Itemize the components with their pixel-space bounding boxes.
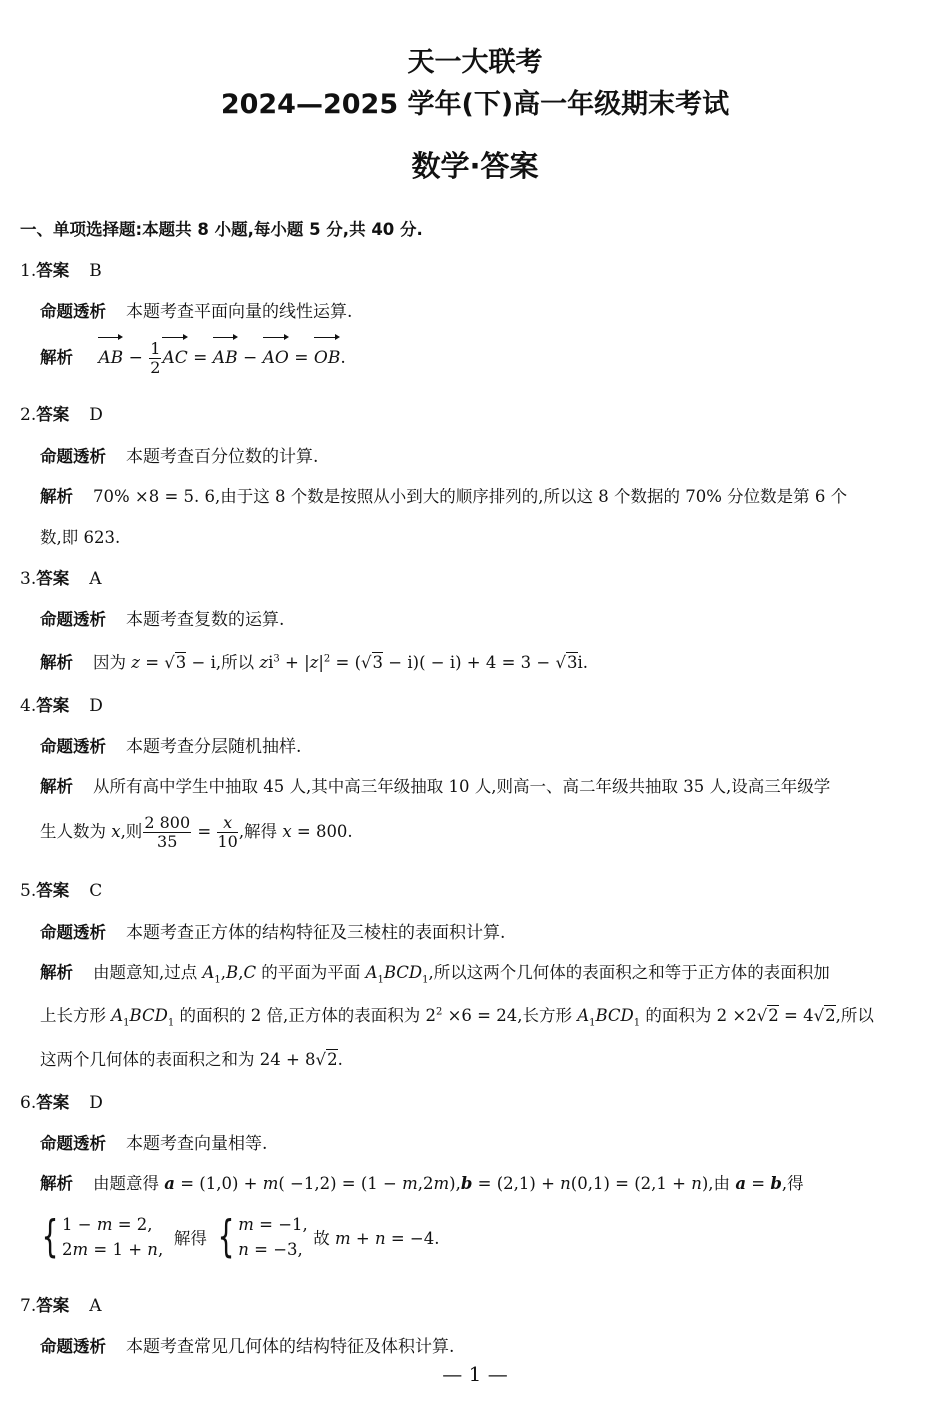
q3-answer-line: 3.答案 A [20, 569, 102, 589]
q4-answer-line: 4.答案 D [20, 696, 103, 716]
q7-answer-line: 7.答案 A [20, 1296, 102, 1316]
q5-analysis-cont1: 上长方形 $A_1BCD_1$ 的面积的 2 倍,正方体的表面积为 $2^2 \times 6 = 24$,长方形 $A_1BCD_1$ 的面积为 2 ×2√2 = 4√2,所以 [40, 1006, 874, 1029]
q4-answer: D [89, 696, 103, 716]
q2-answer-line: 2.答案 D [20, 405, 103, 425]
q6-answer: D [89, 1093, 103, 1113]
q7-focus: 命题透析 本题考查常见几何体的结构特征及体积计算. [40, 1337, 455, 1357]
q5-analysis-cont2: 这两个几何体的表面积之和为 24 + 8√2. [40, 1050, 343, 1069]
q7-answer: A [89, 1296, 102, 1316]
q2-analysis: 解析 70% ×8 = 5. 6,由于这 8 个数是按照从小到大的顺序排列的,所以这 8 个数据的 70% 分位数是第 6 个 [40, 487, 848, 506]
q5-focus: 命题透析 本题考查正方体的结构特征及三棱柱的表面积计算. [40, 923, 506, 943]
q6-focus: 命题透析 本题考查向量相等. [40, 1134, 268, 1154]
q2-answer: D [89, 405, 103, 425]
q5-answer-line: 5.答案 C [20, 881, 103, 901]
q2-analysis-cont: 数,即 623. [40, 528, 121, 547]
q6-answer-line: 6.答案 D [20, 1093, 103, 1113]
q3-answer: A [89, 569, 102, 589]
subject-title: 数学·答案 [411, 149, 539, 183]
q1-answer-line: 1.答案 B [20, 261, 102, 281]
q3-analysis: 解析 因为 z = √3 − i,所以 $zi^3 + |z|^2 = (√3 - i)( - i) + 4 = 3 - √3i$. [40, 653, 589, 672]
q4-analysis: 解析 从所有高中学生中抽取 45 人,其中高三年级抽取 10 人,则高一、高二年级共抽取 35 人,设高三年级学 [40, 777, 831, 796]
q6-analysis: 解析 由题意得 a = (1,0) + m( −1,2) = (1 − m,2m),b = (2,1) + n(0,1) = (2,1 + n),由 a = b,得 [40, 1174, 804, 1193]
section-heading: 一、单项选择题:本题共 8 小题,每小题 5 分,共 40 分. [20, 220, 423, 239]
q2-focus: 命题透析 本题考查百分位数的计算. [40, 447, 319, 467]
q5-answer: C [89, 881, 103, 901]
exam-name-title: 2024—2025 学年(下)高一年级期末考试 [220, 89, 730, 120]
q6-equation-system: { 1 − m = 2, 2m = 1 + n, 解得 { m = −1, n = −3, 故 m + n = −4. [41, 1211, 440, 1262]
exam-org-title: 天一大联考 [407, 47, 543, 78]
q1-answer: B [89, 261, 102, 281]
q4-analysis-cont: 生人数为 x,则 $\frac{2 800}{35}$ = $\frac{x}{10}$ ,解得 x = 800. [40, 813, 353, 851]
q1-analysis: 解析 AB − $\frac{1}{2}$ AC = AB − AO = OB. [40, 339, 346, 377]
q5-analysis: 解析 由题意知,过点 $A_1,B,C$ 的平面为平面 $A_1BCD_1$,所以这两个几何体的表面积之和等于正方体的表面积加 [40, 963, 830, 986]
q4-focus: 命题透析 本题考查分层随机抽样. [40, 737, 302, 757]
q3-focus: 命题透析 本题考查复数的运算. [40, 610, 285, 630]
page-number: — 1 — [442, 1362, 508, 1386]
q1-focus: 命题透析 本题考查平面向量的线性运算. [40, 302, 353, 322]
